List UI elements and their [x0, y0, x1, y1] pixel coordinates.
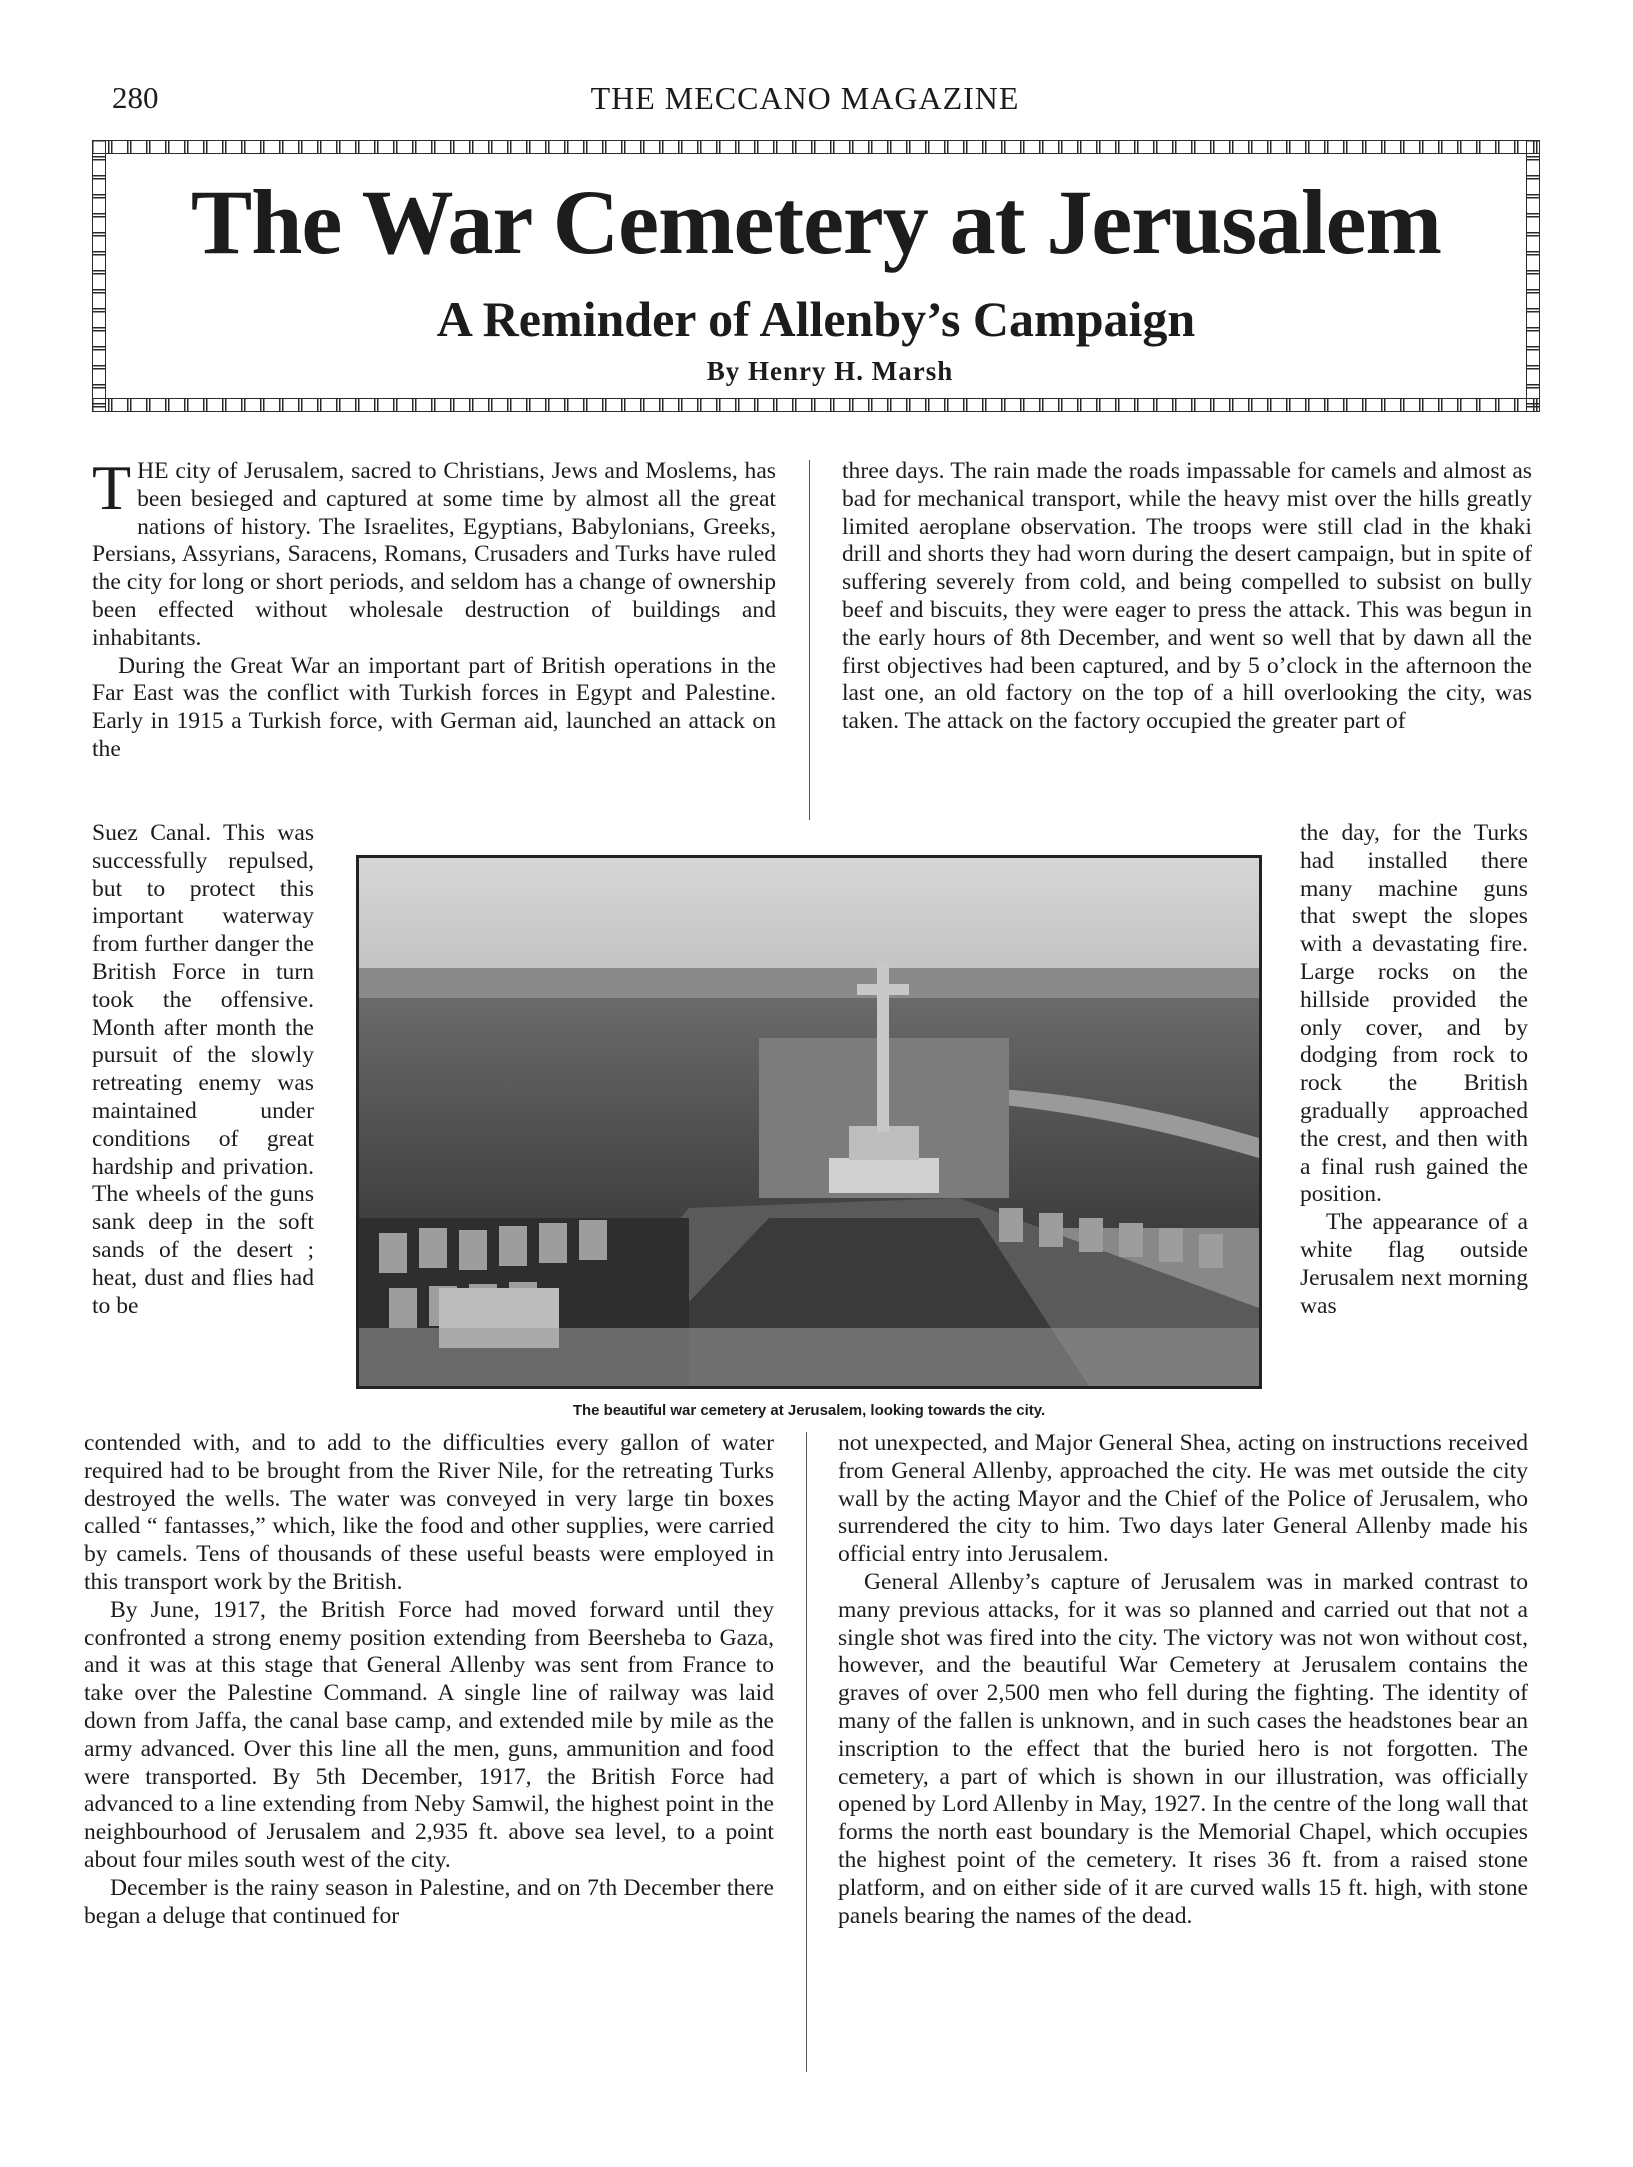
paragraph: three days. The rain made the roads impassable for camels and almost as bad for mechanical transport, while the heavy mist over the hills greatly limited aeroplane observation. The troops were still clad in the khaki drill and shorts they had worn during the desert campaign, but in spite of suffering severely from cold, and being compelled to subsist on bully beef and biscuits, they were eager to press the attack. This was begun in the early hours of 8th December, and went so well that by dawn all the first objectives had been captured, and by 5 o’clock in the afternoon the last one, an old factory on the top of a hill overlooking the city, was taken. The attack on the factory occupied the greater part of	[842, 458, 1532, 735]
paragraph: By June, 1917, the British Force had moved forward until they confronted a strong enemy position extending from Beersheba to Gaza, and it was at this stage that General Allenby was sent from France to take over the Palestine Command. A single line of railway was laid down from Jaffa, the canal base camp, and extended mile by mile as the army advanced. Over this line all the men, guns, ammunition and food were transported. By 5th December, 1917, the British Force had advanced to a line extending from Neby Samwil, the highest point in the neighbourhood of Jerusalem and 2,935 ft. above sea level, to a point about four miles south west of the city.	[84, 1596, 774, 1873]
drop-cap: T	[92, 452, 132, 523]
column-right-top	[842, 458, 1532, 736]
paragraph	[92, 452, 776, 653]
column-left-bottom	[84, 1430, 774, 1930]
column-rule	[809, 460, 810, 820]
running-head: THE MECCANO MAGAZINE	[590, 80, 1020, 116]
column-right-narrow	[1300, 820, 1528, 1320]
paragraph: General Allenby’s capture of Jerusalem was in marked contrast to many previous attacks, for it was so planned and carried out that not a single shot was fired into the city. The victory was not won without cost, however, and the beautiful War Cemetery at Jerusalem contains the graves of over 2,500 men who fell during the fighting. The identity of many of the fallen is unknown, and in such cases the headstones bear an inscription to the effect that the buried hero is not forgotten. The cemetery, a part of which is shown in our illustration, was officially opened by Lord Allenby in May, 1927. In the centre of the long wall that forms the north east boundary is the Memorial Chapel, which occupies the highest point of the cemetery. It rises 36 ft. from a raised stone platform, and on either side of it are curved walls 15 ft. high, with stone panels bearing the names of the dead.	[838, 1568, 1528, 1929]
page-number: 280	[112, 80, 159, 115]
title-border-left	[92, 140, 106, 412]
photo-caption: The beautiful war cemetery at Jerusalem, looking towards the city.	[572, 1402, 1046, 1419]
article-subtitle: A Reminder of Allenby’s Campaign	[436, 291, 1196, 347]
column-left-narrow	[92, 820, 314, 1320]
title-border-top	[92, 140, 1540, 154]
paragraph: During the Great War an important part of British operations in the Far East was the conflict with Turkish forces in Egypt and Palestine. Early in 1915 a Turkish force, with German aid, launched an attack on the	[92, 652, 776, 762]
paragraph: The appearance of a white flag outside Jerusalem next morning was	[1300, 1209, 1528, 1319]
paragraph: contended with, and to add to the difficulties every gallon of water required had to be brought from the River Nile, for the retreating Turks destroyed the wells. The water was conveyed in very large tin boxes called “ fantasses,” which, like the food and other supplies, were carried by camels. Tens of thousands of these useful beasts were employed in this transport work by the British.	[84, 1430, 774, 1595]
column-right-bottom	[838, 1430, 1528, 1930]
byline: By Henry H. Marsh	[706, 356, 954, 386]
title-border-right	[1526, 140, 1540, 412]
paragraph-text: HE city of Jerusalem, sacred to Christians, Jews and Moslems, has been besieged and captured at some time by almost all the great nations of history. The Israelites, Egyptians, Babylonians, Greeks, Persians, Assyrians, Saracens, Romans, Crusaders and Turks have ruled the city for long or short periods, and seldom has a change of ownership been effected without wholesale destruction of buildings and inhabitants.	[92, 458, 776, 651]
column-rule	[806, 1432, 807, 2072]
paragraph: Suez Canal. This was successfully repulsed, but to protect this important waterway from further danger the British Force in turn took the offensive. Month after month the pursuit of the slowly retreating enemy was maintained under conditions of great hardship and privation. The wheels of the guns sank deep in the soft sands of the desert ; heat, dust and flies had to be	[92, 820, 314, 1319]
cemetery-photo	[356, 855, 1262, 1389]
cemetery-photo-image	[359, 858, 1259, 1386]
title-border-bottom	[92, 398, 1540, 412]
paragraph: December is the rainy season in Palestine, and on 7th December there began a deluge that continued for	[84, 1874, 774, 1929]
column-left-top	[92, 452, 776, 764]
paragraph: the day, for the Turks had installed there many machine guns that swept the slopes with a devastating fire. Large rocks on the hillside provided the only cover, and by dodging from rock to rock the British gradually approached the crest, and then with a final rush gained the position.	[1300, 820, 1528, 1208]
paragraph: not unexpected, and Major General Shea, acting on instructions received from General Allenby, approached the city. He was met outside the city wall by the acting Mayor and the Chief of the Police of Jerusalem, who surrendered the city to him. Two days later General Allenby made his official entry into Jerusalem.	[838, 1430, 1528, 1568]
article-title: The War Cemetery at Jerusalem	[190, 171, 1442, 273]
